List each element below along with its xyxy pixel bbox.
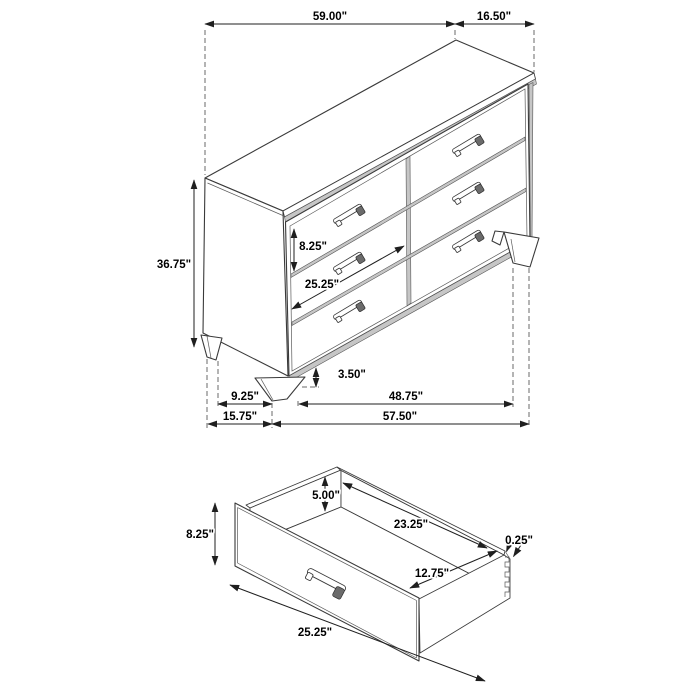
dim-label-base-width: 57.50" — [382, 411, 418, 423]
dresser-front-left-leg — [255, 377, 305, 401]
dim-label-inner-height: 5.00" — [312, 490, 340, 502]
dresser-center-divider — [406, 156, 411, 306]
dim-label-inner-length: 23.25" — [393, 519, 429, 531]
dim-label-drawer-front-height: 8.25" — [299, 241, 327, 253]
dim-label-front-width: 25.25" — [297, 627, 333, 639]
dim-label-base-depth: 15.75" — [222, 411, 258, 423]
dim-label-foot-span-width: 48.75" — [388, 391, 424, 403]
dim-label-side-thickness: 0.25" — [505, 535, 533, 547]
dim-label-foot-inset-depth: 9.25" — [231, 391, 259, 403]
dim-label-front-height: 8.25" — [186, 529, 214, 541]
dim-label-top-depth: 16.50" — [476, 11, 512, 23]
dresser-drawing — [157, 11, 539, 428]
drawer-drawing — [186, 467, 533, 681]
dim-label-overall-height: 36.75" — [156, 259, 192, 271]
dresser-back-left-leg — [201, 335, 222, 360]
dim-label-drawer-front-width: 25.25" — [304, 279, 340, 291]
dim-label-top-width: 59.00" — [312, 11, 348, 23]
dim-label-inner-depth: 12.75" — [414, 568, 450, 580]
dresser-body — [203, 40, 537, 381]
dim-label-foot-height: 3.50" — [338, 369, 366, 381]
